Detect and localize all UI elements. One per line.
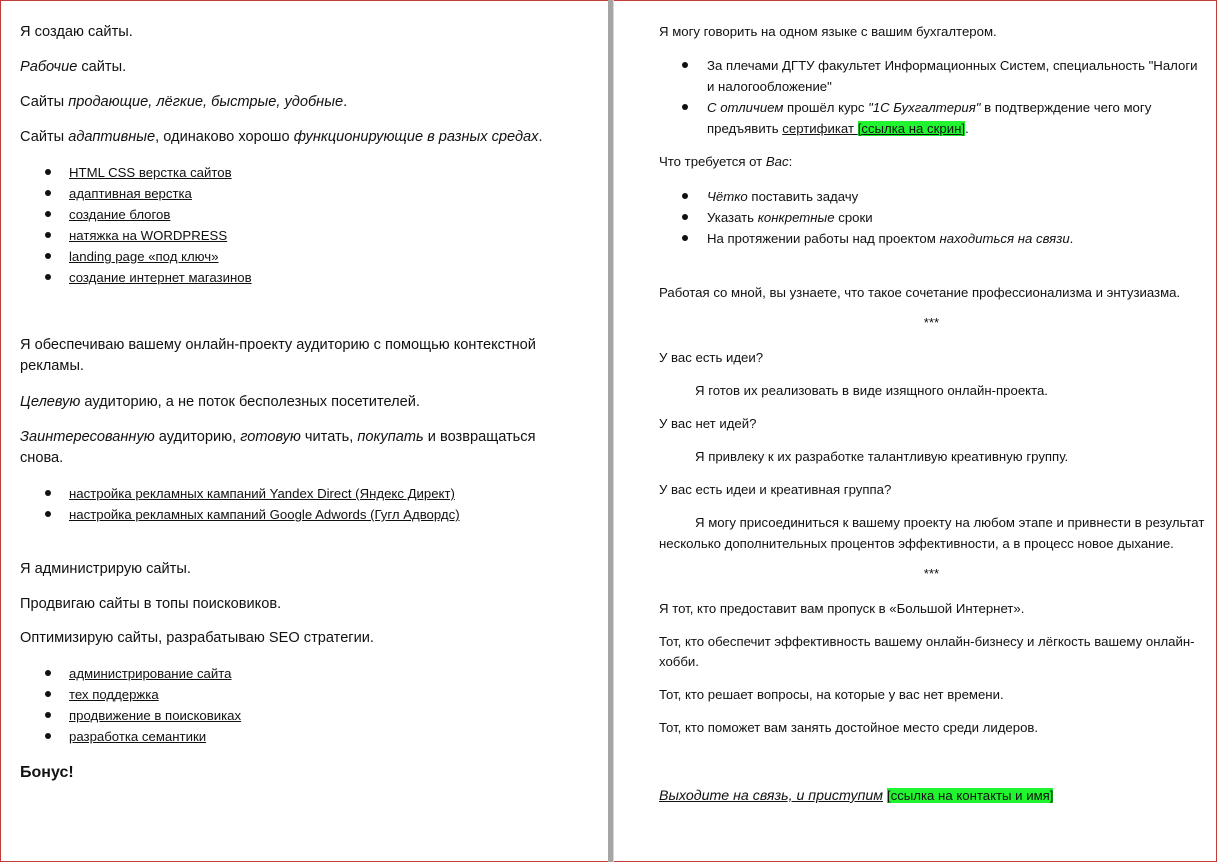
- separator-stars-1: ***: [923, 315, 940, 330]
- question-3: У вас есть идеи и креативная группа?: [659, 482, 892, 497]
- bullet: [45, 691, 51, 697]
- list-item[interactable]: адаптивная верстка: [20, 183, 252, 204]
- separator-stars-2: ***: [923, 566, 940, 581]
- list-item[interactable]: настройка рекламных кампаний Google Adwords (Гугл Адвордс): [20, 504, 460, 525]
- ads-paragraph-1: Я обеспечиваю вашему онлайн-проекту аудиторию с помощью контекстной рекламы.: [20, 337, 536, 374]
- intro-line-1: Я создаю сайты.: [20, 24, 133, 40]
- list-item[interactable]: продвижение в поисковиках: [20, 705, 241, 726]
- bullet: [45, 511, 51, 517]
- education-list: [659, 55, 1204, 139]
- bullet: [682, 214, 688, 220]
- list-item[interactable]: разработка семантики: [20, 726, 241, 747]
- list-item[interactable]: создание блогов: [20, 204, 252, 225]
- list-item: За плечами ДГТУ факультет Информационных Систем, специальность "Налоги и налогообложение": [659, 55, 1204, 97]
- bullet: [45, 274, 51, 280]
- requirements-list: [659, 186, 1204, 249]
- leaders-line: Тот, кто поможет вам занять достойное место среди лидеров.: [659, 720, 1039, 735]
- list-item: На протяжении работы над проектом находиться на связи.: [659, 228, 1204, 249]
- list-item[interactable]: тех поддержка: [20, 684, 241, 705]
- solve-line: Тот, кто решает вопросы, на которые у вас нет времени.: [659, 687, 1004, 702]
- bullet: [45, 211, 51, 217]
- ads-paragraph-2: Целевую аудиторию, а не поток бесполезных посетителей.: [20, 394, 420, 410]
- efficiency-line-2: хобби.: [659, 654, 699, 669]
- bullet: [45, 712, 51, 718]
- bonus-heading: Бонус!: [20, 764, 74, 781]
- bullet: [45, 733, 51, 739]
- cta-link[interactable]: Выходите на связь, и приступим: [659, 788, 883, 804]
- list-item[interactable]: администрирование сайта: [20, 663, 241, 684]
- services-list: [20, 162, 252, 288]
- list-item: Указать конкретные сроки: [659, 207, 1204, 228]
- list-item[interactable]: создание интернет магазинов: [20, 267, 252, 288]
- bullet: [45, 490, 51, 496]
- list-item: С отличием прошёл курс "1С Бухгалтерия" в подтверждение чего могу предъявить сертификат [ссылка на скрин].: [659, 97, 1204, 139]
- list-item[interactable]: HTML CSS верстка сайтов: [20, 162, 252, 183]
- pass-line: Я тот, кто предоставит вам пропуск в «Большой Интернет».: [659, 601, 1025, 616]
- list-item: Чётко поставить задачу: [659, 186, 1204, 207]
- answer-3-line-2: несколько дополнительных процентов эффективности, а в процесс новое дыхание.: [659, 536, 1174, 551]
- accountant-line: Я могу говорить на одном языке с вашим бухгалтером.: [659, 24, 997, 39]
- intro-line-3: Сайты продающие, лёгкие, быстрые, удобные.: [20, 94, 348, 110]
- call-to-action: [659, 785, 1053, 807]
- answer-1: Я готов их реализовать в виде изящного онлайн-проекта.: [695, 383, 1048, 398]
- answer-3-line-1: Я могу присоединиться к вашему проекту на любом этапе и привнести в результат: [695, 515, 1205, 530]
- bullet: [682, 62, 688, 68]
- bullet: [45, 253, 51, 259]
- question-1: У вас есть идеи?: [659, 350, 764, 365]
- requirements-heading: Что требуется от Вас:: [659, 154, 793, 169]
- page-gutter-edge: [613, 0, 614, 862]
- bullet: [45, 232, 51, 238]
- admin-line-3: Оптимизирую сайты, разрабатываю SEO стратегии.: [20, 630, 374, 646]
- question-2: У вас нет идей?: [659, 416, 757, 431]
- bullet: [45, 190, 51, 196]
- certificate-link[interactable]: сертификат [ссылка на скрин]: [782, 121, 966, 136]
- list-item[interactable]: натяжка на WORDPRESS: [20, 225, 252, 246]
- admin-list: [20, 663, 241, 747]
- intro-line-2: Рабочие сайты.: [20, 59, 127, 75]
- list-item[interactable]: landing page «под ключ»: [20, 246, 252, 267]
- list-item[interactable]: настройка рекламных кампаний Yandex Direct (Яндекс Директ): [20, 483, 460, 504]
- working-line: Работая со мной, вы узнаете, что такое сочетание профессионализма и энтузиазма.: [659, 285, 1181, 300]
- screenshot-link-placeholder[interactable]: [ссылка на скрин]: [857, 121, 966, 136]
- admin-line-2: Продвигаю сайты в топы поисковиков.: [20, 596, 282, 612]
- bullet: [682, 193, 688, 199]
- answer-2: Я привлеку к их разработке талантливую креативную группу.: [695, 449, 1069, 464]
- ads-paragraph-3: Заинтересованную аудиторию, готовую читать, покупать и возвращаться снова.: [20, 429, 536, 466]
- efficiency-line-1: Тот, кто обеспечит эффективность вашему онлайн-бизнесу и лёгкость вашему онлайн-: [659, 634, 1195, 649]
- bullet: [682, 104, 688, 110]
- ads-list: [20, 483, 460, 525]
- bullet: [682, 235, 688, 241]
- contacts-link-placeholder[interactable]: [ссылка на контакты и имя]: [886, 788, 1054, 803]
- bullet: [45, 169, 51, 175]
- intro-line-4: Сайты адаптивные, одинаково хорошо функционирующие в разных средах.: [20, 129, 543, 145]
- bullet: [45, 670, 51, 676]
- admin-line-1: Я администрирую сайты.: [20, 561, 191, 577]
